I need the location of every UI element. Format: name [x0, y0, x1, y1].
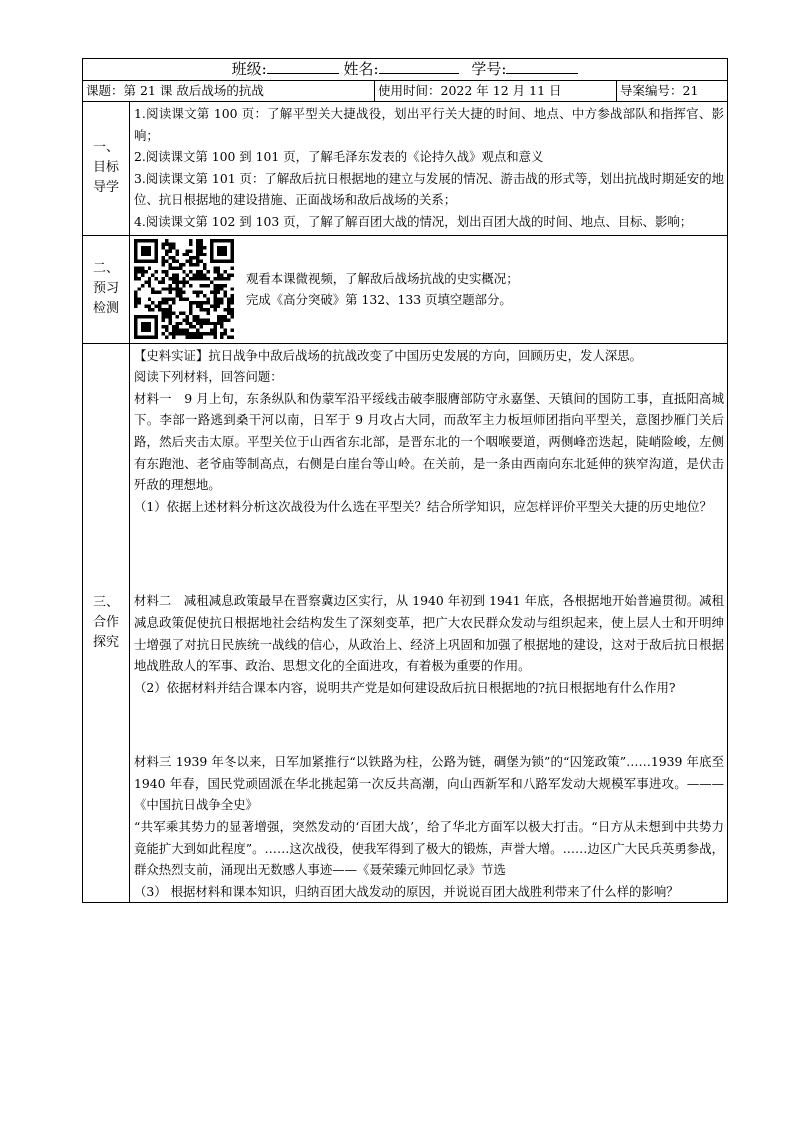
- guide-number: 导案编号：21: [617, 81, 728, 102]
- section-preview-label: 二、 预习 检测: [83, 235, 130, 343]
- worksheet: [82, 58, 727, 903]
- usage-date: 使用时间：2022 年 12 月 11 日: [375, 81, 617, 102]
- section-goals-label: 一、 目标 导学: [83, 102, 130, 236]
- qr-code-icon[interactable]: [134, 239, 234, 339]
- material-one: 材料一 9 月上旬，东条纵队和伪蒙军沿平绥线击破李服膺部防守永嘉堡、天镇间的国防工事，直抵阳高城下。李部一路逃到桑干河以南，日军于 9 月攻占大同，而敌军主力板垣师团指向平型关，意图抄雁门关后路，然后夹击太原。平型关位于山西省东北部，是晋东北的一个咽喉要道，两侧峰峦迭起，陡峭险峻，左侧有东跑池、老爷庙等制高点，右侧是白崖台等山岭。在关前，是一条由西南向东北延伸的狭窄沟道，是伏击歼敌的理想地。: [134, 390, 725, 493]
- reading-instruction: 阅读下列材料，回答问题：: [134, 369, 283, 385]
- student-id-blank[interactable]: [506, 59, 578, 74]
- goal-item: 2.阅读课文第 100 到 101 页，了解毛泽东发表的《论持久战》观点和意义: [134, 149, 544, 165]
- worksheet-table: [82, 58, 728, 903]
- name-label: 姓名:: [343, 60, 379, 78]
- class-label: 班级:: [231, 60, 267, 78]
- class-blank[interactable]: [267, 59, 339, 74]
- goal-item: 3.阅读课文第 101 页：了解敌后抗日根据地的建立与发展的情况、游击战的形式等，划出抗战时期延安的地位、抗日根据地的建设措施、正面战场和敌后战场的关系；: [134, 170, 725, 208]
- section-goals-content: [130, 102, 728, 236]
- section-inquiry: [83, 343, 728, 903]
- question-one: （1）依据上述材料分析这次战役为什么选在平型关？结合所学知识，应怎样评价平型关大捷的历史地位？: [134, 498, 712, 514]
- material-two: 材料二 减租减息政策最早在晋察冀边区实行，从 1940 年初到 1941 年底，各根据地开始普遍贯彻。减租减息政策促使抗日根据地社会结构发生了深刻变革，把广大农民群众发动与组织起来，使上层人士和开明绅士增强了对抗日民族统一战线的信心，从政治上、经济上巩固和加强了根据地的建设，这对于敌后抗日根据地战胜敌人的军事、政治、思想文化的全面进攻，有着极为重要的作用。: [134, 593, 725, 674]
- inquiry-intro: 【史料实证】抗日战争中敌后战场的抗战改变了中国历史发展的方向，回顾历史，发人深思。: [134, 347, 643, 363]
- goal-item: 1.阅读课文第 100 页：了解平型关大捷战役，划出平行关大捷的时间、地点、中方参战部队和指挥官、影响；: [134, 106, 725, 143]
- question-two: （2）依据材料并结合课本内容，说明共产党是如何建设敌后抗日根据地的?抗日根据地有什么作用?: [134, 679, 676, 695]
- section-preview: [83, 235, 728, 343]
- preview-item: 完成《高分突破》第 132、133 页填空题部分。: [246, 291, 512, 307]
- question-three: （3） 根据材料和课本知识，归纳百团大战发动的原因，并说说百团大战胜利带来了什么样的影响？: [134, 883, 679, 899]
- section-goals: [83, 102, 728, 236]
- name-blank[interactable]: [379, 59, 459, 74]
- answer-space-one[interactable]: [134, 517, 724, 590]
- goal-item: 4.阅读课文第 102 到 103 页，了解了解百团大战的情况，划出百团大战的时间、地点、目标、影响；: [134, 213, 693, 229]
- student-info-row: [83, 59, 728, 81]
- preview-item: 观看本课微视频，了解敌后战场抗战的史实概况；: [246, 270, 519, 286]
- material-three-quote: “共军乘其势力的显著增强，突然发动的‘百团大战’，给了华北方面军以极大打击。“日方从未想到中共势力竟能扩大到如此程度”。……这次战役，使我军得到了极大的锻炼，声誉大增。……边区广大民兵英勇参战，群众热烈支前，涌现出无数感人事迹——《聂荣臻元帅回忆录》节选: [134, 819, 725, 878]
- material-three: 材料三 1939 年冬以来，日军加紧推行“以铁路为柱，公路为链，碉堡为锁”的“囚笼政策”……1939 年底至 1940 年春，国民党顽固派在华北挑起第一次反共高潮，向山西新军和八路军发动大规模军事进攻。———《中国抗日战争全史》: [134, 754, 725, 813]
- answer-space-two[interactable]: [134, 698, 724, 751]
- section-inquiry-content: [130, 343, 728, 903]
- student-id-label: 学号:: [471, 60, 507, 78]
- lesson-topic: 课题：第 21 课 敌后战场的抗战: [83, 81, 375, 102]
- section-inquiry-label: 三、 合作 探究: [83, 343, 130, 903]
- lesson-meta-row: [83, 81, 728, 102]
